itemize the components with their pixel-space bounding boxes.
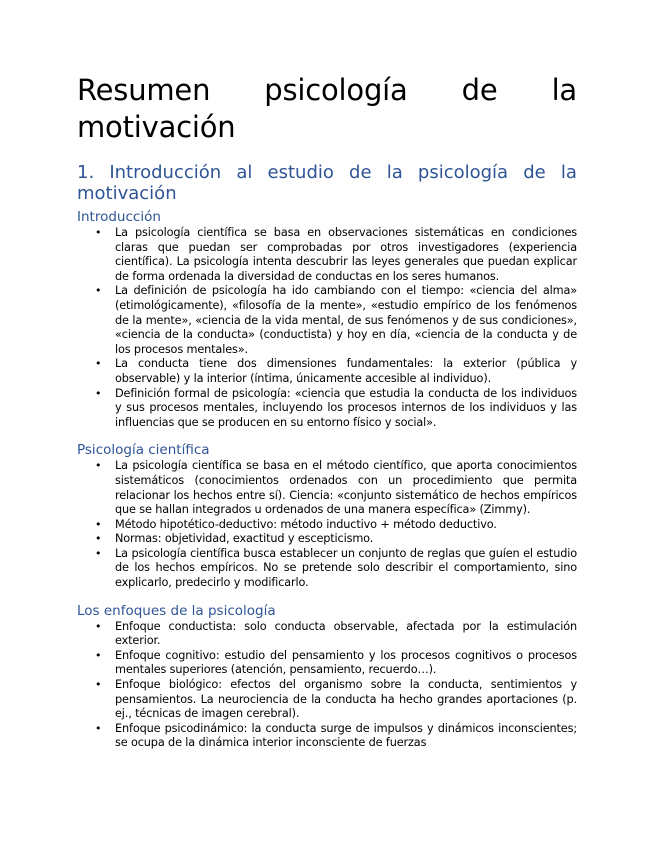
bullet-icon: • bbox=[95, 546, 102, 560]
list-item bbox=[95, 226, 577, 284]
list-item-text: Método hipotético-deductivo: método inductivo + método deductivo. bbox=[115, 517, 497, 531]
list-item-text: Enfoque psicodinámico: la conducta surge de impulsos y dinámicos inconscientes; se ocupa de la dinámica interior inconsciente de fuerzas bbox=[115, 721, 577, 750]
bullet-list-introduccion bbox=[77, 226, 577, 430]
section-heading-word: de bbox=[349, 162, 372, 183]
document-title bbox=[77, 72, 577, 146]
bullet-icon: • bbox=[95, 226, 102, 239]
bullet-icon: • bbox=[95, 284, 102, 298]
list-item-text: La conducta tiene dos dimensiones fundamentales: la exterior (pública y observable) y la interior (íntima, únicamente accesible al individuo). bbox=[115, 357, 577, 385]
list-item bbox=[95, 721, 577, 751]
bullet-icon: • bbox=[95, 619, 102, 633]
list-item bbox=[95, 284, 577, 357]
list-item-text: Normas: objetividad, exactitud y escepticismo. bbox=[115, 532, 374, 546]
list-item-text: Definición formal de psicología: «ciencia que estudia la conducta de los individuos y sus procesos mentales, incluyendo los procesos internos de los individuos y las influencias que se producen en su entorno físico y social». bbox=[115, 386, 577, 429]
list-item bbox=[95, 546, 577, 591]
list-item-text: La psicología científica busca establecer un conjunto de reglas que guíen el estudio de los hechos empíricos. No se pretende solo describir el comportamiento, sino explicarlo, predecirlo y modificarlo. bbox=[115, 546, 577, 590]
document-page bbox=[77, 72, 577, 751]
list-item-text: La psicología científica se basa en observaciones sistemáticas en condiciones claras que puedan ser comprobadas por otros investigadores (experiencia científica). La psicología intenta descubrir las leyes generales que puedan explicar de forma ordenada la diversidad de conductas en los seres humanos. bbox=[115, 226, 577, 283]
title-line-2: motivación bbox=[77, 110, 236, 144]
bullet-icon: • bbox=[95, 648, 102, 662]
bullet-list-enfoques bbox=[77, 620, 577, 751]
section-heading-word: psicología bbox=[417, 162, 509, 183]
list-item bbox=[95, 619, 577, 649]
list-item-text: La definición de psicología ha ido cambiando con el tiempo: «ciencia del alma» (etimológicamente), «filosofía de la mente», «estudio empírico de los fenómenos de la mente», «ciencia de la vida mental, de sus fenómenos y de sus condiciones», «ciencia de la conducta» (conductista) y hoy en día, «ciencia de la conducta y de los procesos mentales». bbox=[115, 284, 577, 356]
bullet-icon: • bbox=[95, 517, 102, 531]
list-item bbox=[95, 678, 577, 722]
section-heading-line-2: motivación bbox=[77, 183, 177, 204]
list-item bbox=[95, 648, 577, 678]
subsection-heading-enfoques: Los enfoques de la psicología bbox=[77, 602, 276, 619]
title-word: la bbox=[551, 73, 577, 107]
section-heading-word: de bbox=[523, 162, 546, 183]
section-heading-word: la bbox=[386, 162, 403, 183]
section-heading-word: la bbox=[560, 162, 577, 183]
title-word: Resumen bbox=[77, 73, 211, 107]
list-item bbox=[95, 532, 577, 547]
bullet-icon: • bbox=[95, 459, 102, 473]
list-item-text: La psicología científica se basa en el método científico, que aporta conocimientos sistemáticos (conocimientos ordenados con un procedimiento que permita relacionar los hechos entre sí). Ciencia: «conjunto sistemático de hechos empíricos que se hallan integrados u ordenados de una manera específica» (Zimmy). bbox=[115, 459, 577, 517]
bullet-icon: • bbox=[95, 721, 102, 735]
title-line-1 bbox=[77, 72, 577, 109]
section-heading-word: 1. bbox=[77, 162, 95, 183]
bullet-icon: • bbox=[95, 678, 102, 692]
bullet-list-psicologia-cientifica bbox=[77, 459, 577, 590]
bullet-icon: • bbox=[95, 532, 102, 546]
list-item-text: Enfoque biológico: efectos del organismo sobre la conducta, sentimientos y pensamientos. La neurociencia de la conducta ha hecho grandes aportaciones (p. ej., técnicas de imagen cerebral). bbox=[115, 678, 577, 721]
section-heading-1 bbox=[77, 162, 577, 204]
section-heading-word: estudio bbox=[267, 162, 334, 183]
title-word: psicología bbox=[264, 73, 408, 107]
list-item bbox=[95, 517, 577, 533]
section-heading-word: Introducción bbox=[109, 162, 222, 183]
bullet-icon: • bbox=[95, 386, 102, 400]
bullet-icon: • bbox=[95, 357, 102, 371]
list-item bbox=[95, 357, 577, 386]
list-item-text: Enfoque conductista: solo conducta observable, afectada por la estimulación exterior. bbox=[115, 619, 577, 648]
list-item bbox=[95, 459, 577, 517]
title-word: de bbox=[461, 73, 498, 107]
subsection-heading-introduccion: Introducción bbox=[77, 209, 161, 225]
section-heading-line-1 bbox=[77, 162, 577, 183]
list-item-text: Enfoque cognitivo: estudio del pensamiento y los procesos cognitivos o procesos mentales superiores (atención, pensamiento, recuerdo…). bbox=[115, 648, 577, 677]
list-item bbox=[95, 386, 577, 431]
section-heading-word: al bbox=[236, 162, 253, 183]
subsection-heading-psicologia-cientifica: Psicología científica bbox=[77, 442, 210, 459]
